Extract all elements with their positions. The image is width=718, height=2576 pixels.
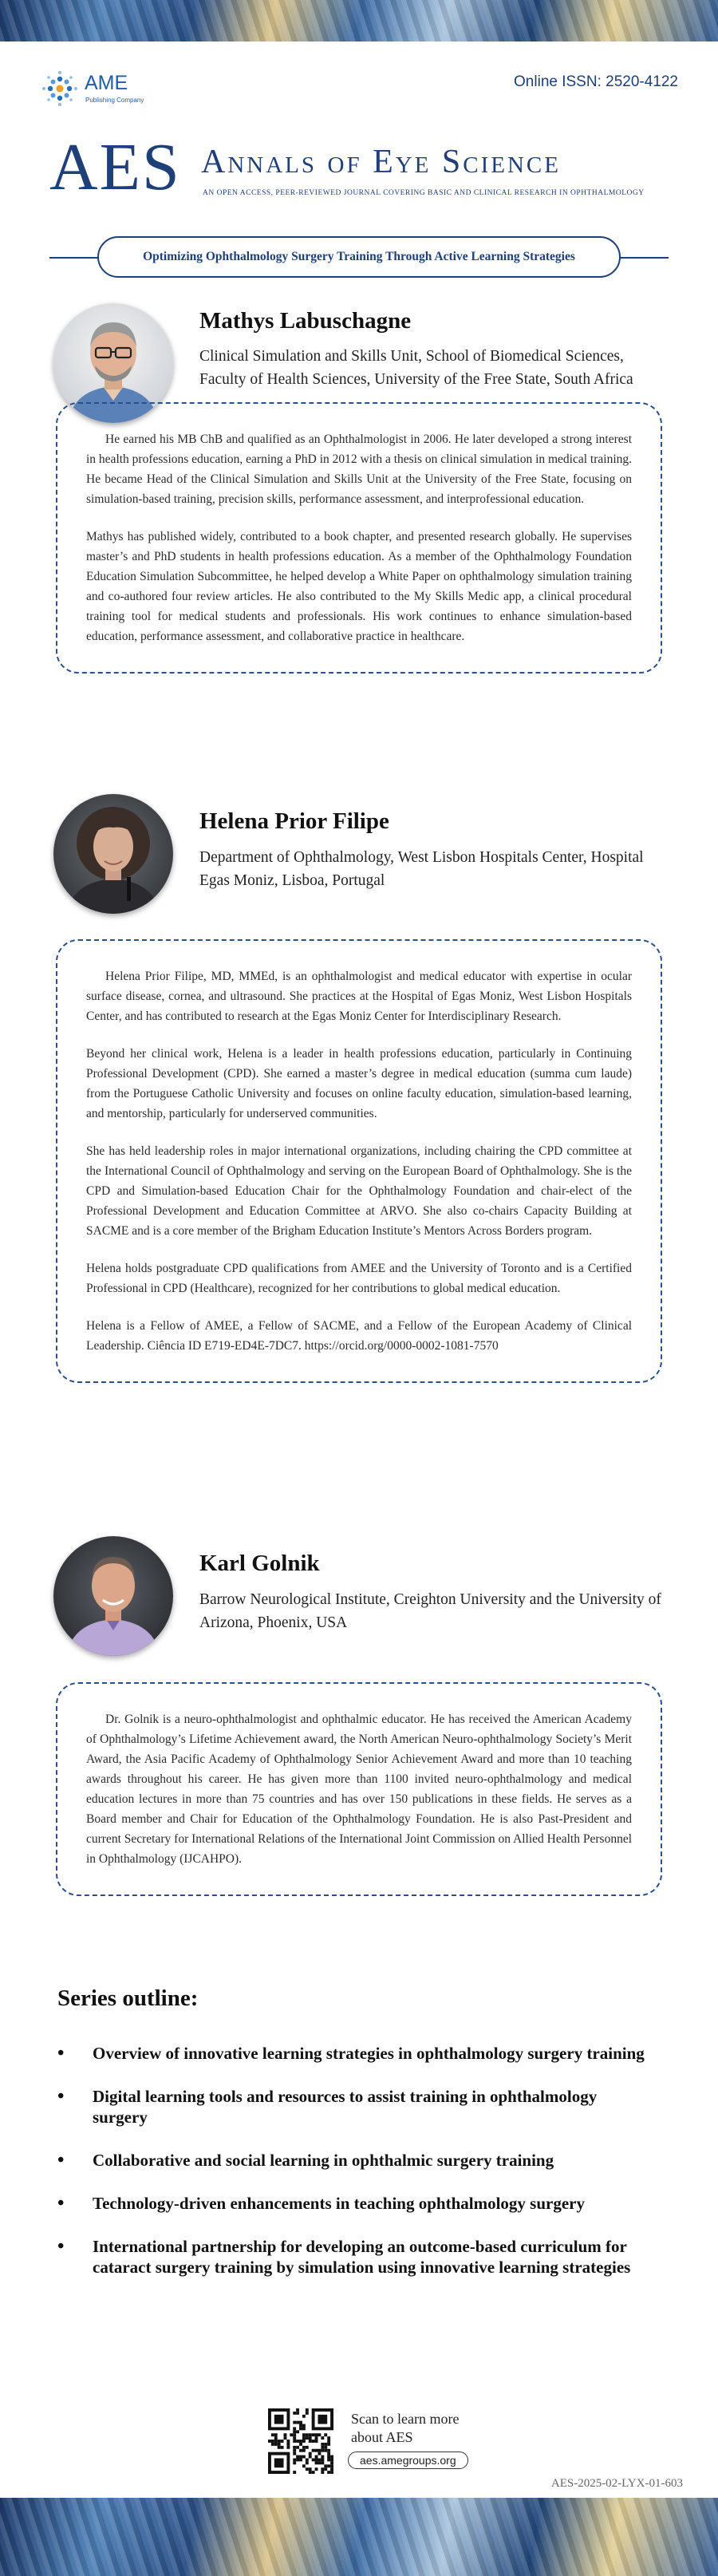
bio-paragraph: He earned his MB ChB and qualified as an Ophthalmologist in 2006. He later developed a strong interest in health professions education, earning a PhD in 2012 with a thesis on clinical simulation in medical training. He became Head of the Clinical Simulation and Skills Unit at the University of the Free State, focusing on simulation-based training, precision skills, performance assessment, and interprofessional education. [86,433,633,506]
document-code: AES-2025-02-LYX-01-603 [550,2477,683,2490]
journal-url-link[interactable]: aes.amegroups.org [348,2452,468,2469]
portrait-icon [53,794,173,914]
portrait-icon [53,1536,173,1656]
journal-tagline: AN OPEN ACCESS, PEER-REVIEWED JOURNAL COVERING BASIC AND CLINICAL RESEARCH IN OPHTHALMOLOGY [203,189,645,197]
bio-paragraph: Mathys has published widely, contributed to a book chapter, and presented research globally. He supervises master’s and PhD students in health professions education. As a member of the Ophthalmology Foundation Education Simulation Subcommittee, he helped develop a White Paper on ophthalmology simulation training and co-authored four review articles. He also contributed to the My Skills Medic app, a clinical procedural training tool for medical students and professionals. His work continues to enhance simulation-based education, performance assessment, and collaborative practice in healthcare. [86,530,632,643]
series-rule-left [49,257,99,259]
journal-title: Annals of Eye Science [201,144,561,180]
list-item: • Collaborative and social learning in ophthalmic surgery training [57,2150,648,2171]
ame-logo[interactable] [41,69,145,109]
editor-photo-filipe [53,794,173,914]
editor-name: Helena Prior Filipe [199,808,389,834]
qr-code-icon[interactable] [268,2408,333,2474]
editor-affiliation: Clinical Simulation and Skills Unit, School of Biomedical Sciences, Faculty of Health Sciences, University of the Free State, South Africa [199,348,633,388]
bio-paragraph: Helena Prior Filipe, MD, MMEd, is an ophthalmologist and medical educator with expertise in ocular surface disease, cornea, and ultrasound. She practices at the Hospital of Egas Moniz, West Lisbon Hospitals Center, and has contributed to research at the Egas Moniz Center for Interdisciplinary Research. [86,970,632,1023]
ame-dots-icon [41,70,78,107]
publisher-subtitle: Publishing Company [85,97,144,104]
editor-affiliation: Barrow Neurological Institute, Creighton University and the University of Arizona, Phoenix, USA [199,1591,661,1631]
journal-mark: AES [49,130,181,204]
editor-bio-box [56,1682,662,1896]
editor-bio-box [56,939,662,1383]
top-painting-band [0,0,718,41]
editor-name: Mathys Labuschagne [199,308,412,334]
editor-photo-golnik [53,1536,173,1656]
editor-name: Karl Golnik [199,1551,320,1576]
series-outline-title: Series outline: [57,1985,199,2011]
bio-paragraph: Dr. Golnik is a neuro-ophthalmologist and ophthalmic educator. He has received the American Academy of Ophthalmology’s Lifetime Achievement award, the North American Neuro-ophthalmology Society’s Merit Award, the Asia Pacific Academy of Ophthalmology Senior Achievement Award and more than 10 teaching awards throughout his career. He has given more than 1100 invited neuro-ophthalmology and medical education lectures in more than 75 countries and has over 150 publications in these fields. He serves as a Board member and Chair for Education of the Ophthalmology Foundation. He is also Past-President and current Secretary for International Relations of the International Joint Commission on Allied Health Personnel in Ophthalmology (IJCAHPO). [86,1713,632,1866]
list-item: • Digital learning tools and resources to assist training in ophthalmology surgery [57,2086,648,2128]
bio-paragraph: Beyond her clinical work, Helena is a leader in health professions education, particularly in Continuing Professional Development (CPD). She earned a master’s degree in medical education (summa cum laude) from the Portuguese Catholic University and focuses on online faculty education, simulation-based learning, and mentorship, particularly for underserved communities. [86,1047,632,1120]
editor-bio-box [56,402,662,674]
editor-affiliation: Department of Ophthalmology, West Lisbon Hospitals Center, Hospital Egas Moniz, Lisboa, Portugal [199,849,644,889]
bio-paragraph: Helena holds postgraduate CPD qualifications from AMEE and the University of Toronto and is a Certified Professional in CPD (Healthcare), recognized for her contributions to global medical education. [86,1262,632,1295]
publisher-name: AME [85,72,128,94]
list-item: • Overview of innovative learning strategies in ophthalmology surgery training [57,2043,648,2064]
list-item: • International partnership for developing an outcome-based curriculum for cataract surgery training by simulation using innovative learning strategies [57,2236,648,2278]
series-rule-right [619,257,669,259]
series-outline-list [57,2043,648,2300]
bottom-painting-band [0,2498,718,2576]
bio-paragraph: She has held leadership roles in major international organizations, including chairing the CPD committee at the International Council of Ophthalmology and serving on the European Board of Ophthalmology. She is the CPD and Simulation-based Education Chair for the Ophthalmology Foundation and chair-elect of the Professional Development and Education Committee at ARVO. She also co-chairs Capacity Building at SACME and is a core member of the Brigham Education Institute’s Mentors Across Borders program. [86,1144,632,1238]
list-item: • Technology-driven enhancements in teaching ophthalmology surgery [57,2193,648,2214]
series-title: Optimizing Ophthalmology Surgery Training Through Active Learning Strategies [97,236,621,278]
bio-paragraph: Helena is a Fellow of AMEE, a Fellow of SACME, and a Fellow of the European Academy of Clinical Leadership. Ciência ID E719-ED4E-7DC7. https://orcid.org/0000-0002-1081-7570 [86,1319,632,1353]
scan-prompt: Scan to learn more about AES [351,2411,460,2445]
issn-label: Online ISSN: 2520-4122 [514,73,678,90]
